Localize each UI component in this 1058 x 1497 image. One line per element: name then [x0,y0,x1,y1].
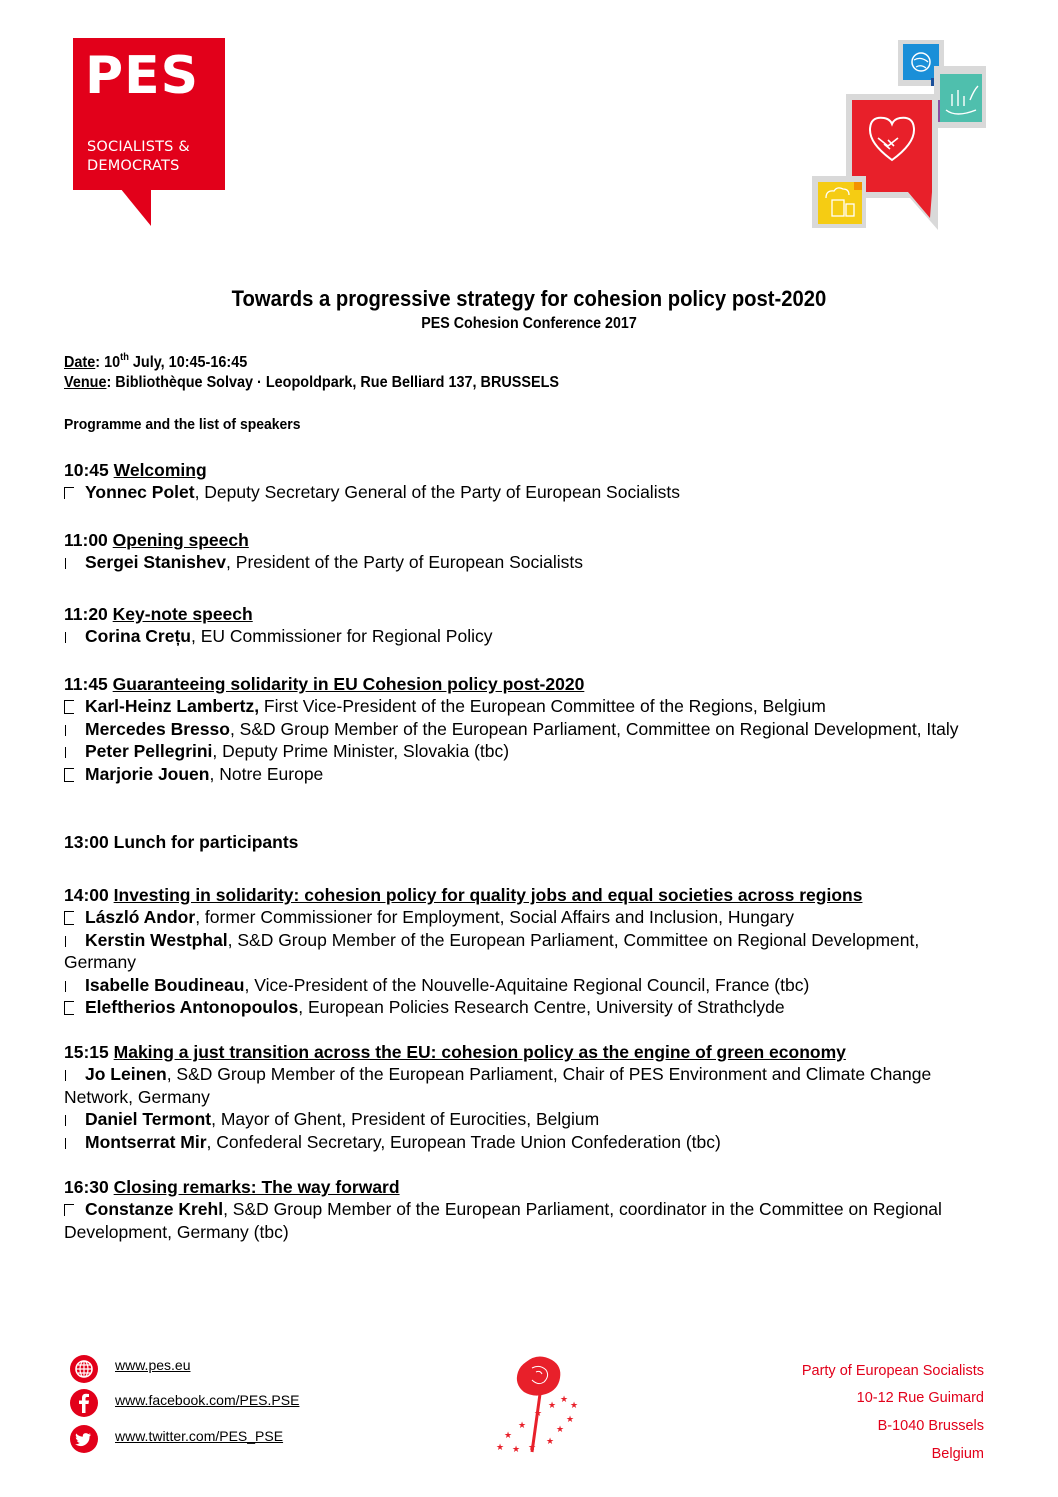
svg-text:★: ★ [548,1401,557,1411]
session-heading [64,603,964,625]
speaker-role: , S&D Group Member of the European Parliament, Committee on Regional Development, Germany [64,929,920,973]
speaker-role: , S&D Group Member of the European Parliament, coordinator in the Committee on Regional Development, Germany (tbc) [64,1199,942,1242]
logo-tagline-line1: SOCIALISTS & [87,139,190,155]
speaker-item [64,718,964,740]
date-label: Date [64,354,96,371]
session-time: 11:45 [64,674,108,694]
programme-session [64,831,964,853]
speaker-name: Jo Leinen [85,1064,167,1085]
speaker-item [64,1131,964,1153]
speaker-name: Peter Pellegrini [85,741,213,762]
programme-session [64,603,964,648]
svg-text:★: ★ [528,1443,537,1453]
session-heading [64,673,964,695]
svg-text:★: ★ [534,1409,543,1419]
speaker-role: First Vice-President of the European Committee of the Regions, Belgium [259,696,826,717]
address-city: B-1040 Brussels [877,1418,984,1434]
speaker-name: Sergei Stanishev [85,552,227,573]
session-topic: Lunch for participants [113,832,299,852]
speaker-name: Montserrat Mir [85,1131,207,1152]
programme-heading: Programme and the list of speakers [64,416,301,433]
speaker-role: , EU Commissioner for Regional Policy [190,626,493,647]
speaker-name: Eleftherios Antonopoulos [85,997,299,1018]
session-topic: Guaranteeing solidarity in EU Cohesion policy post-2020 [112,674,585,694]
speaker-role: , Deputy Prime Minister, Slovakia (tbc) [212,741,510,762]
speaker-name: Karl-Heinz Lambertz, [85,696,260,717]
date-day: 10 [104,354,121,371]
speaker-role: , Confederal Secretary, European Trade Union Confederation (tbc) [206,1131,721,1152]
speaker-name: Kerstin Westphal [85,929,228,950]
session-time: 11:00 [64,530,108,550]
speaker-item [64,625,964,647]
speaker-name: Daniel Termont [85,1109,212,1130]
date-suffix: th [120,352,129,363]
logo-tagline-line2: DEMOCRATS [87,158,180,174]
bullet-icon [65,1070,66,1081]
address-country: Belgium [931,1446,984,1462]
svg-text:★: ★ [496,1443,505,1453]
bullet-icon [64,1001,74,1015]
address-org: Party of European Socialists [801,1363,984,1379]
session-heading [64,1176,964,1198]
globe-icon[interactable] [70,1355,98,1383]
address-street: 10-12 Rue Guimard [856,1390,984,1406]
speaker-item [64,929,964,974]
cloud-devices-icon [812,176,866,228]
programme-session [64,1041,964,1153]
programme-session [64,884,964,1018]
speaker-item [64,1063,964,1108]
bullet-icon [64,911,74,925]
bullet-icon [64,487,74,499]
speaker-name: Marjorie Jouen [85,763,210,784]
svg-text:★: ★ [570,1401,579,1411]
rose-emblem-icon [488,1350,588,1460]
session-heading [64,884,964,906]
speaker-name: Mercedes Bresso [85,718,230,739]
twitter-icon[interactable] [70,1425,98,1453]
document-subtitle: PES Cohesion Conference 2017 [421,315,637,332]
session-topic: Welcoming [113,460,207,480]
event-date: Date: 10th July, 10:45-16:45 [64,352,248,371]
session-time: 10:45 [64,460,109,480]
bullet-icon [64,700,74,714]
speaker-role: , European Policies Research Centre, University of Strathclyde [298,997,785,1018]
bullet-icon [65,1138,66,1149]
bullet-icon [65,936,66,947]
session-topic: Opening speech [112,530,249,550]
speaker-role: , President of the Party of European Socialists [226,552,584,573]
svg-text:★: ★ [560,1395,569,1405]
speaker-name: László Andor [85,907,196,928]
bullet-icon [65,632,66,643]
session-heading [64,1041,964,1063]
speaker-name: Constanze Krehl [85,1199,224,1220]
website-link[interactable]: www.pes.eu [115,1357,191,1373]
pes-logo [73,38,225,228]
svg-text:★: ★ [512,1445,521,1455]
speaker-role: , former Commissioner for Employment, Social Affairs and Inclusion, Hungary [195,907,794,928]
speaker-name: Yonnec Polet [85,482,195,503]
twitter-link[interactable]: www.twitter.com/PES_PSE [115,1428,284,1444]
logo-wordmark: PES [85,46,200,106]
session-time: 13:00 [64,832,109,852]
session-time: 15:15 [64,1042,109,1062]
speaker-item [64,695,964,717]
logo-speech-tail [73,188,225,230]
bullet-icon [65,725,66,736]
facebook-link[interactable]: www.facebook.com/PES.PSE [115,1392,300,1408]
speaker-role: , S&D Group Member of the European Parliament, Chair of PES Environment and Climate Change Network, Germany [64,1064,932,1107]
svg-text:★: ★ [546,1437,555,1447]
session-heading [64,459,964,481]
programme-session [64,459,964,504]
venue-value: : Bibliothèque Solvay · Leopoldpark, Rue Belliard 137, BRUSSELS [106,374,560,391]
svg-text:★: ★ [556,1425,565,1435]
session-time: 14:00 [64,885,109,905]
speaker-item [64,1198,964,1243]
speaker-item [64,906,964,928]
venue-label: Venue [64,374,107,391]
speaker-item [64,740,964,762]
speaker-role: , S&D Group Member of the European Parliament, Committee on Regional Development, Italy [229,718,959,739]
svg-text:★: ★ [518,1421,527,1431]
speaker-item [64,551,964,573]
bullet-icon [65,1115,66,1126]
document-title: Towards a progressive strategy for cohesion policy post-2020 [231,286,827,311]
svg-text:★: ★ [504,1431,513,1441]
svg-text:★: ★ [566,1415,575,1425]
date-rest: July, 10:45-16:45 [128,354,248,371]
speaker-item [64,974,964,996]
bullet-icon [64,1204,74,1216]
speaker-role: , Mayor of Ghent, President of Eurocities, Belgium [211,1109,600,1130]
speaker-item [64,996,964,1018]
facebook-icon[interactable] [70,1389,98,1417]
session-topic: Closing remarks: The way forward [113,1177,400,1197]
programme-session [64,673,964,785]
bullet-icon [64,768,74,782]
speaker-role: , Notre Europe [209,763,324,784]
session-time: 16:30 [64,1177,109,1197]
event-venue [64,374,559,392]
speaker-item [64,481,964,503]
session-heading [64,529,964,551]
cohesion-graphic [810,38,990,230]
speaker-name: Isabelle Boudineau [85,974,245,995]
programme-session [64,529,964,574]
session-topic: Investing in solidarity: cohesion policy for quality jobs and equal societies across regions [113,885,863,905]
bullet-icon [65,558,66,569]
speaker-name: Corina Crețu [85,626,191,647]
bullet-icon [65,747,66,758]
session-heading [64,831,964,853]
session-time: 11:20 [64,604,108,624]
speaker-item [64,763,964,785]
bullet-icon [65,981,66,992]
speaker-role: , Vice-President of the Nouvelle-Aquitaine Regional Council, France (tbc) [244,974,810,995]
speaker-item [64,1108,964,1130]
hand-growth-chart-icon [934,66,986,128]
speaker-role: , Deputy Secretary General of the Party of European Socialists [194,482,680,503]
session-topic: Key-note speech [112,604,253,624]
programme-session [64,1176,964,1243]
session-topic: Making a just transition across the EU: cohesion policy as the engine of green economy [113,1042,846,1062]
logo-tagline [87,138,190,176]
